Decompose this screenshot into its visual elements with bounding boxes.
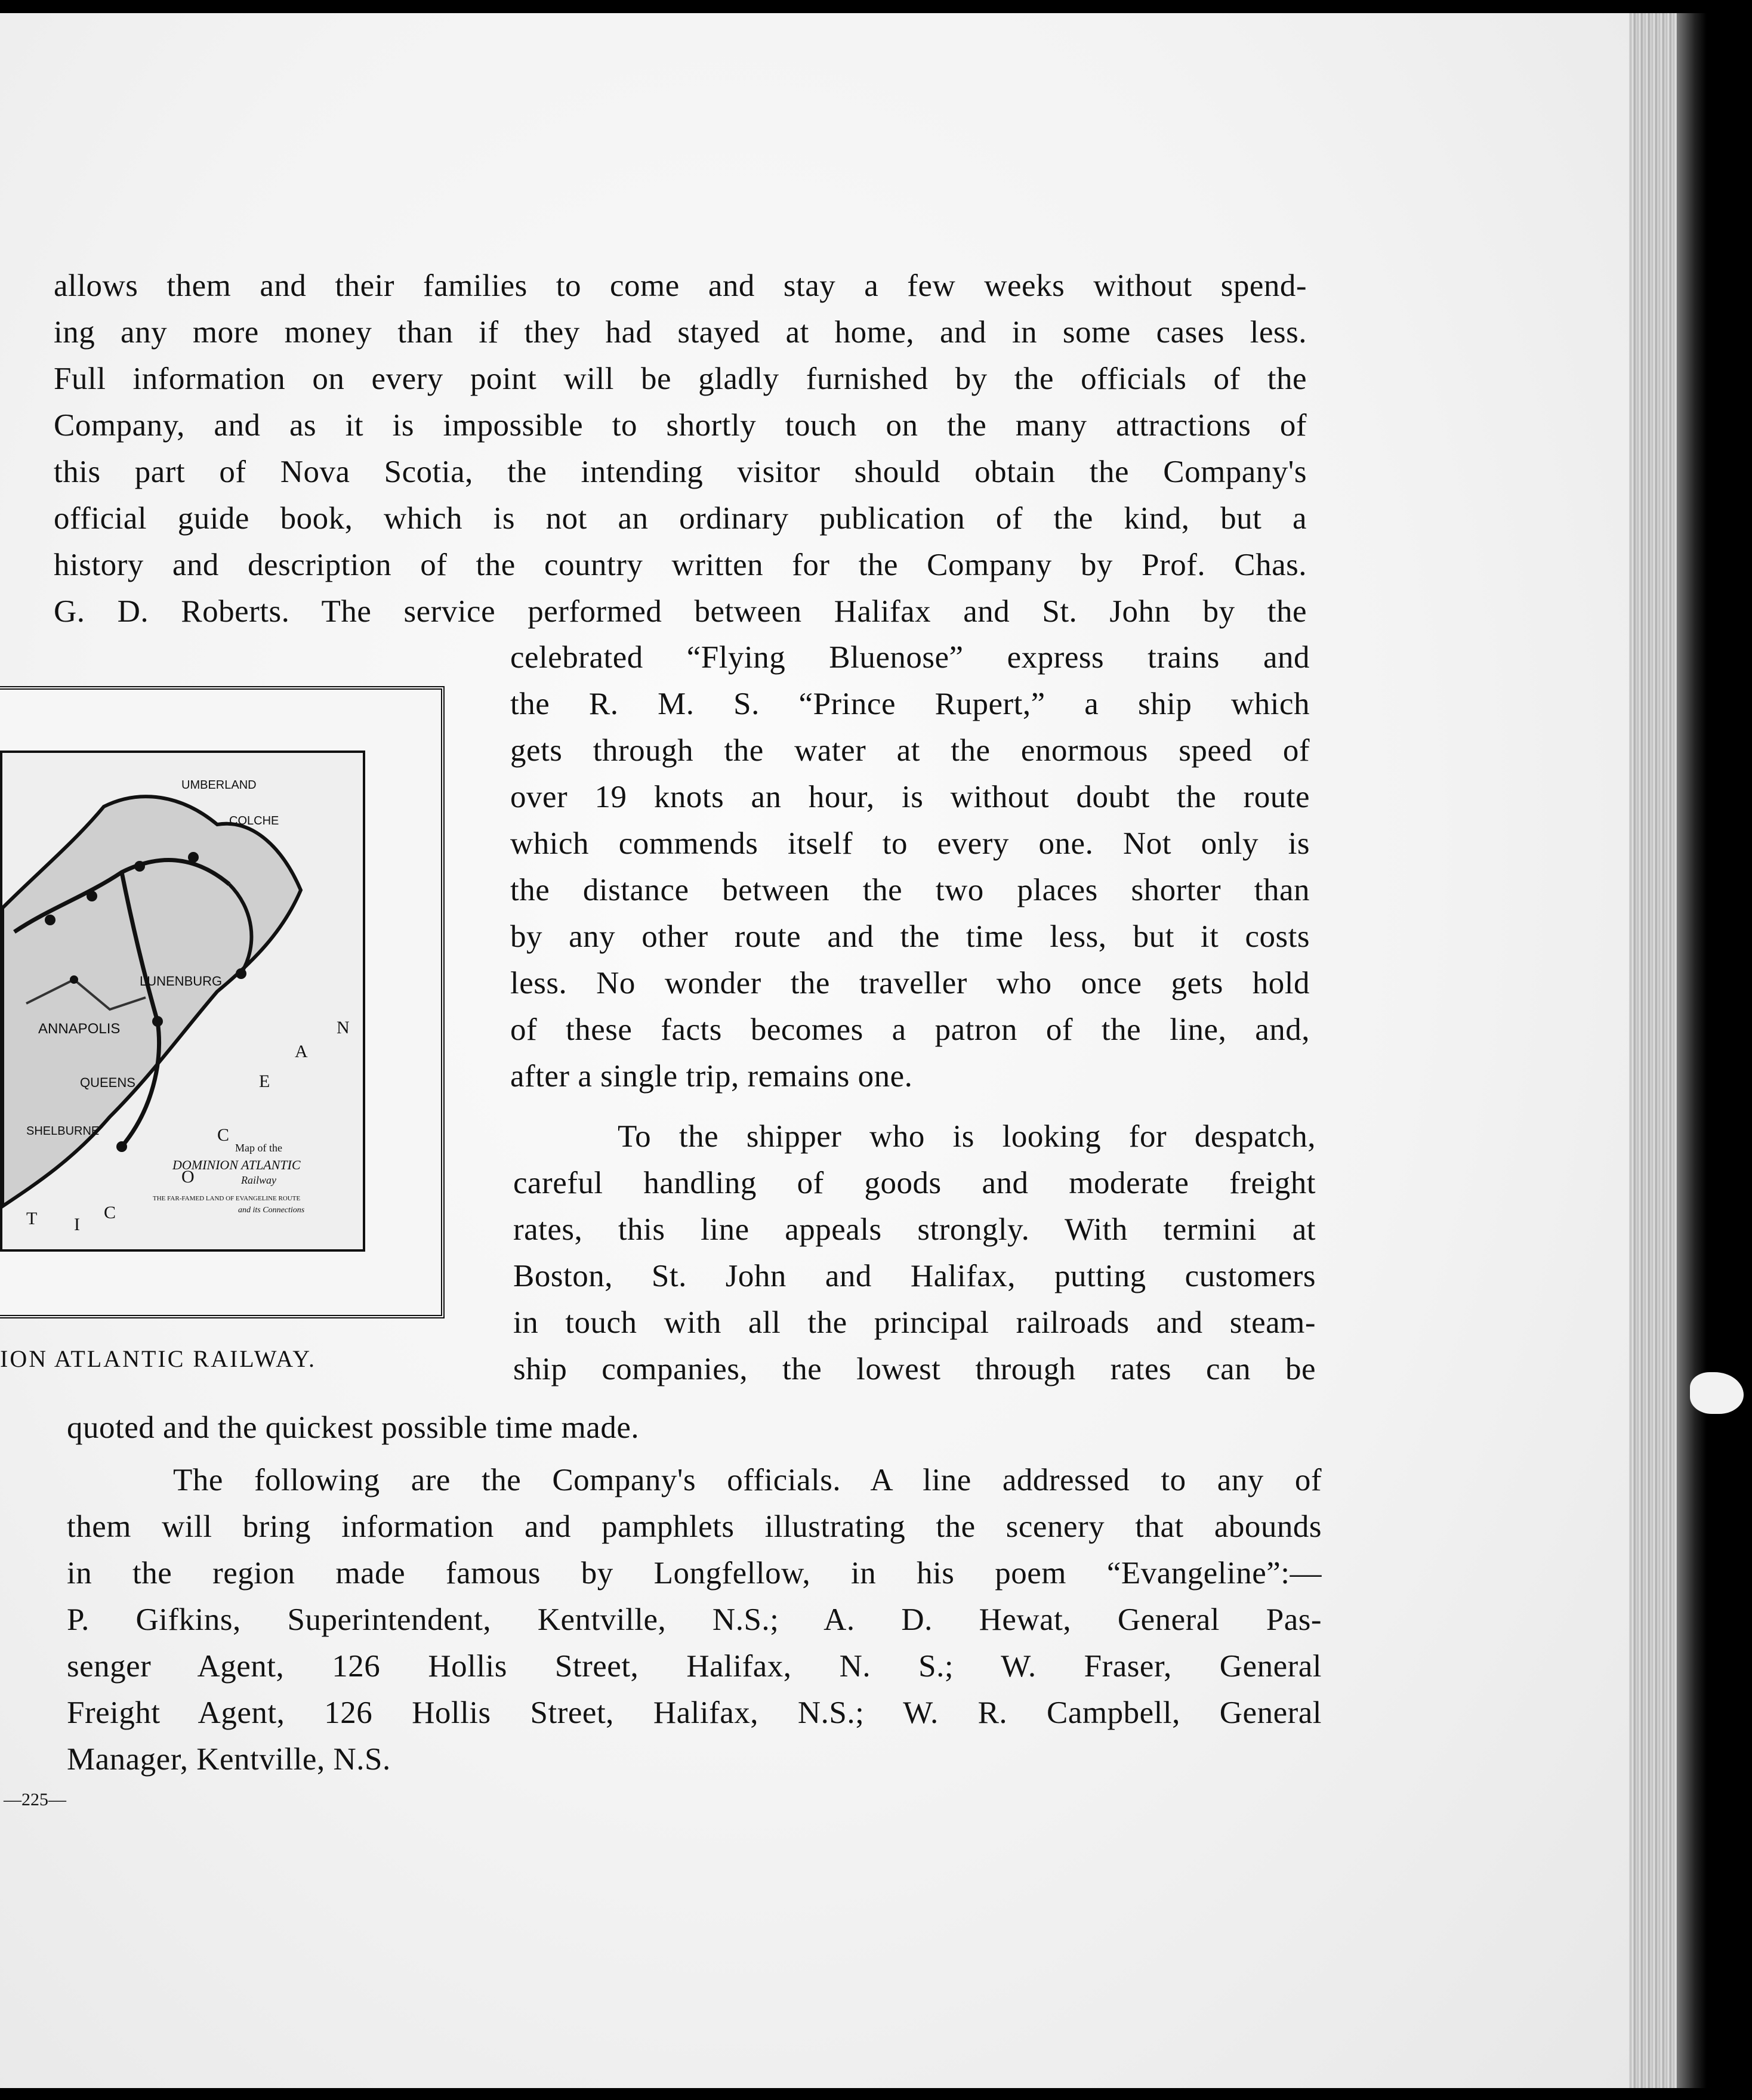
map-label: A xyxy=(295,1042,308,1061)
text-line: G. D. Roberts. The service performed between Halifax and St. John by the xyxy=(54,594,1307,629)
text-line: which commends itself to every one. Not only is xyxy=(510,826,1310,861)
map-title-line: DOMINION ATLANTIC xyxy=(172,1157,301,1172)
text-line: Manager, Kentville, N.S. xyxy=(67,1742,391,1777)
railway-map xyxy=(0,751,365,1252)
text-line: of these facts becomes a patron of the line, and, xyxy=(510,1012,1310,1047)
map-label: LUNENBURG xyxy=(140,974,223,989)
text-line: over 19 knots an hour, is without doubt the route xyxy=(510,780,1310,814)
text-line: less. No wonder the traveller who once gets hold xyxy=(510,966,1310,1000)
map-label: C xyxy=(104,1203,116,1222)
map-label: SHELBURNE xyxy=(26,1125,100,1138)
text-line: history and description of the country written for the Company by Prof. Chas. xyxy=(54,548,1307,582)
text-line: To the shipper who is looking for despatch, xyxy=(618,1119,1316,1154)
text-line: gets through the water at the enormous speed of xyxy=(510,733,1310,768)
text-line: ing any more money than if they had stayed at home, and in some cases less. xyxy=(54,315,1307,350)
map-label: I xyxy=(74,1215,80,1234)
map-title-line: Map of the xyxy=(235,1142,282,1154)
text-line: official guide book, which is not an ordinary publication of the kind, but a xyxy=(54,501,1307,536)
page-number: —225— xyxy=(4,1790,66,1809)
text-line: in the region made famous by Longfellow, in his poem “Evangeline”:— xyxy=(67,1556,1322,1591)
map-label: T xyxy=(26,1209,38,1228)
map-label: O xyxy=(181,1167,195,1187)
text-line: the distance between the two places shorter than xyxy=(510,873,1310,907)
text-line: Boston, St. John and Halifax, putting customers xyxy=(513,1259,1316,1293)
figure-caption: ION ATLANTIC RAILWAY. xyxy=(0,1345,317,1372)
text-line: them will bring information and pamphlets illustrating the scenery that abounds xyxy=(67,1509,1322,1544)
text-line: celebrated “Flying Bluenose” express trains and xyxy=(510,640,1310,675)
map-label: C xyxy=(217,1125,230,1145)
map-label: ANNAPOLIS xyxy=(38,1021,121,1037)
map-illustration xyxy=(2,753,365,1252)
page-edge-gutter xyxy=(1629,13,1677,2088)
map-label: N xyxy=(337,1018,350,1037)
text-line: The following are the Company's officials. A line addressed to any of xyxy=(173,1463,1322,1497)
text-line: senger Agent, 126 Hollis Street, Halifax, N. S.; W. Fraser, General xyxy=(67,1649,1322,1684)
map-label: UMBERLAND xyxy=(181,779,257,792)
text-line: ship companies, the lowest through rates can be xyxy=(513,1352,1316,1386)
text-line: Full information on every point will be gladly furnished by the officials of the xyxy=(54,362,1307,396)
map-label: COLCHE xyxy=(229,814,279,827)
text-line: Freight Agent, 126 Hollis Street, Halifax, N.S.; W. R. Campbell, General xyxy=(67,1696,1322,1730)
map-title-line: and its Connections xyxy=(238,1206,305,1215)
map-label: QUEENS xyxy=(80,1075,135,1090)
text-line: the R. M. S. “Prince Rupert,” a ship which xyxy=(510,687,1310,721)
text-line: quoted and the quickest possible time made. xyxy=(67,1410,640,1445)
text-line: this part of Nova Scotia, the intending visitor should obtain the Company's xyxy=(54,455,1307,489)
text-line: Company, and as it is impossible to shortly touch on the many attractions of xyxy=(54,408,1307,443)
text-line: after a single trip, remains one. xyxy=(510,1059,913,1094)
map-label: E xyxy=(259,1071,270,1091)
map-title-line: Railway xyxy=(241,1174,276,1186)
paper-tear xyxy=(1690,1372,1744,1414)
text-line: by any other route and the time less, but it costs xyxy=(510,919,1310,954)
map-title-line: THE FAR-FAMED LAND OF EVANGELINE ROUTE xyxy=(153,1195,301,1202)
text-line: allows them and their families to come and stay a few weeks without spend- xyxy=(54,268,1307,303)
text-line: rates, this line appeals strongly. With termini at xyxy=(513,1212,1316,1247)
text-line: P. Gifkins, Superintendent, Kentville, N.S.; A. D. Hewat, General Pas- xyxy=(67,1602,1322,1637)
text-line: in touch with all the principal railroads and steam- xyxy=(513,1305,1316,1340)
text-line: careful handling of goods and moderate freight xyxy=(513,1166,1316,1200)
binding-shadow xyxy=(1677,13,1707,2088)
